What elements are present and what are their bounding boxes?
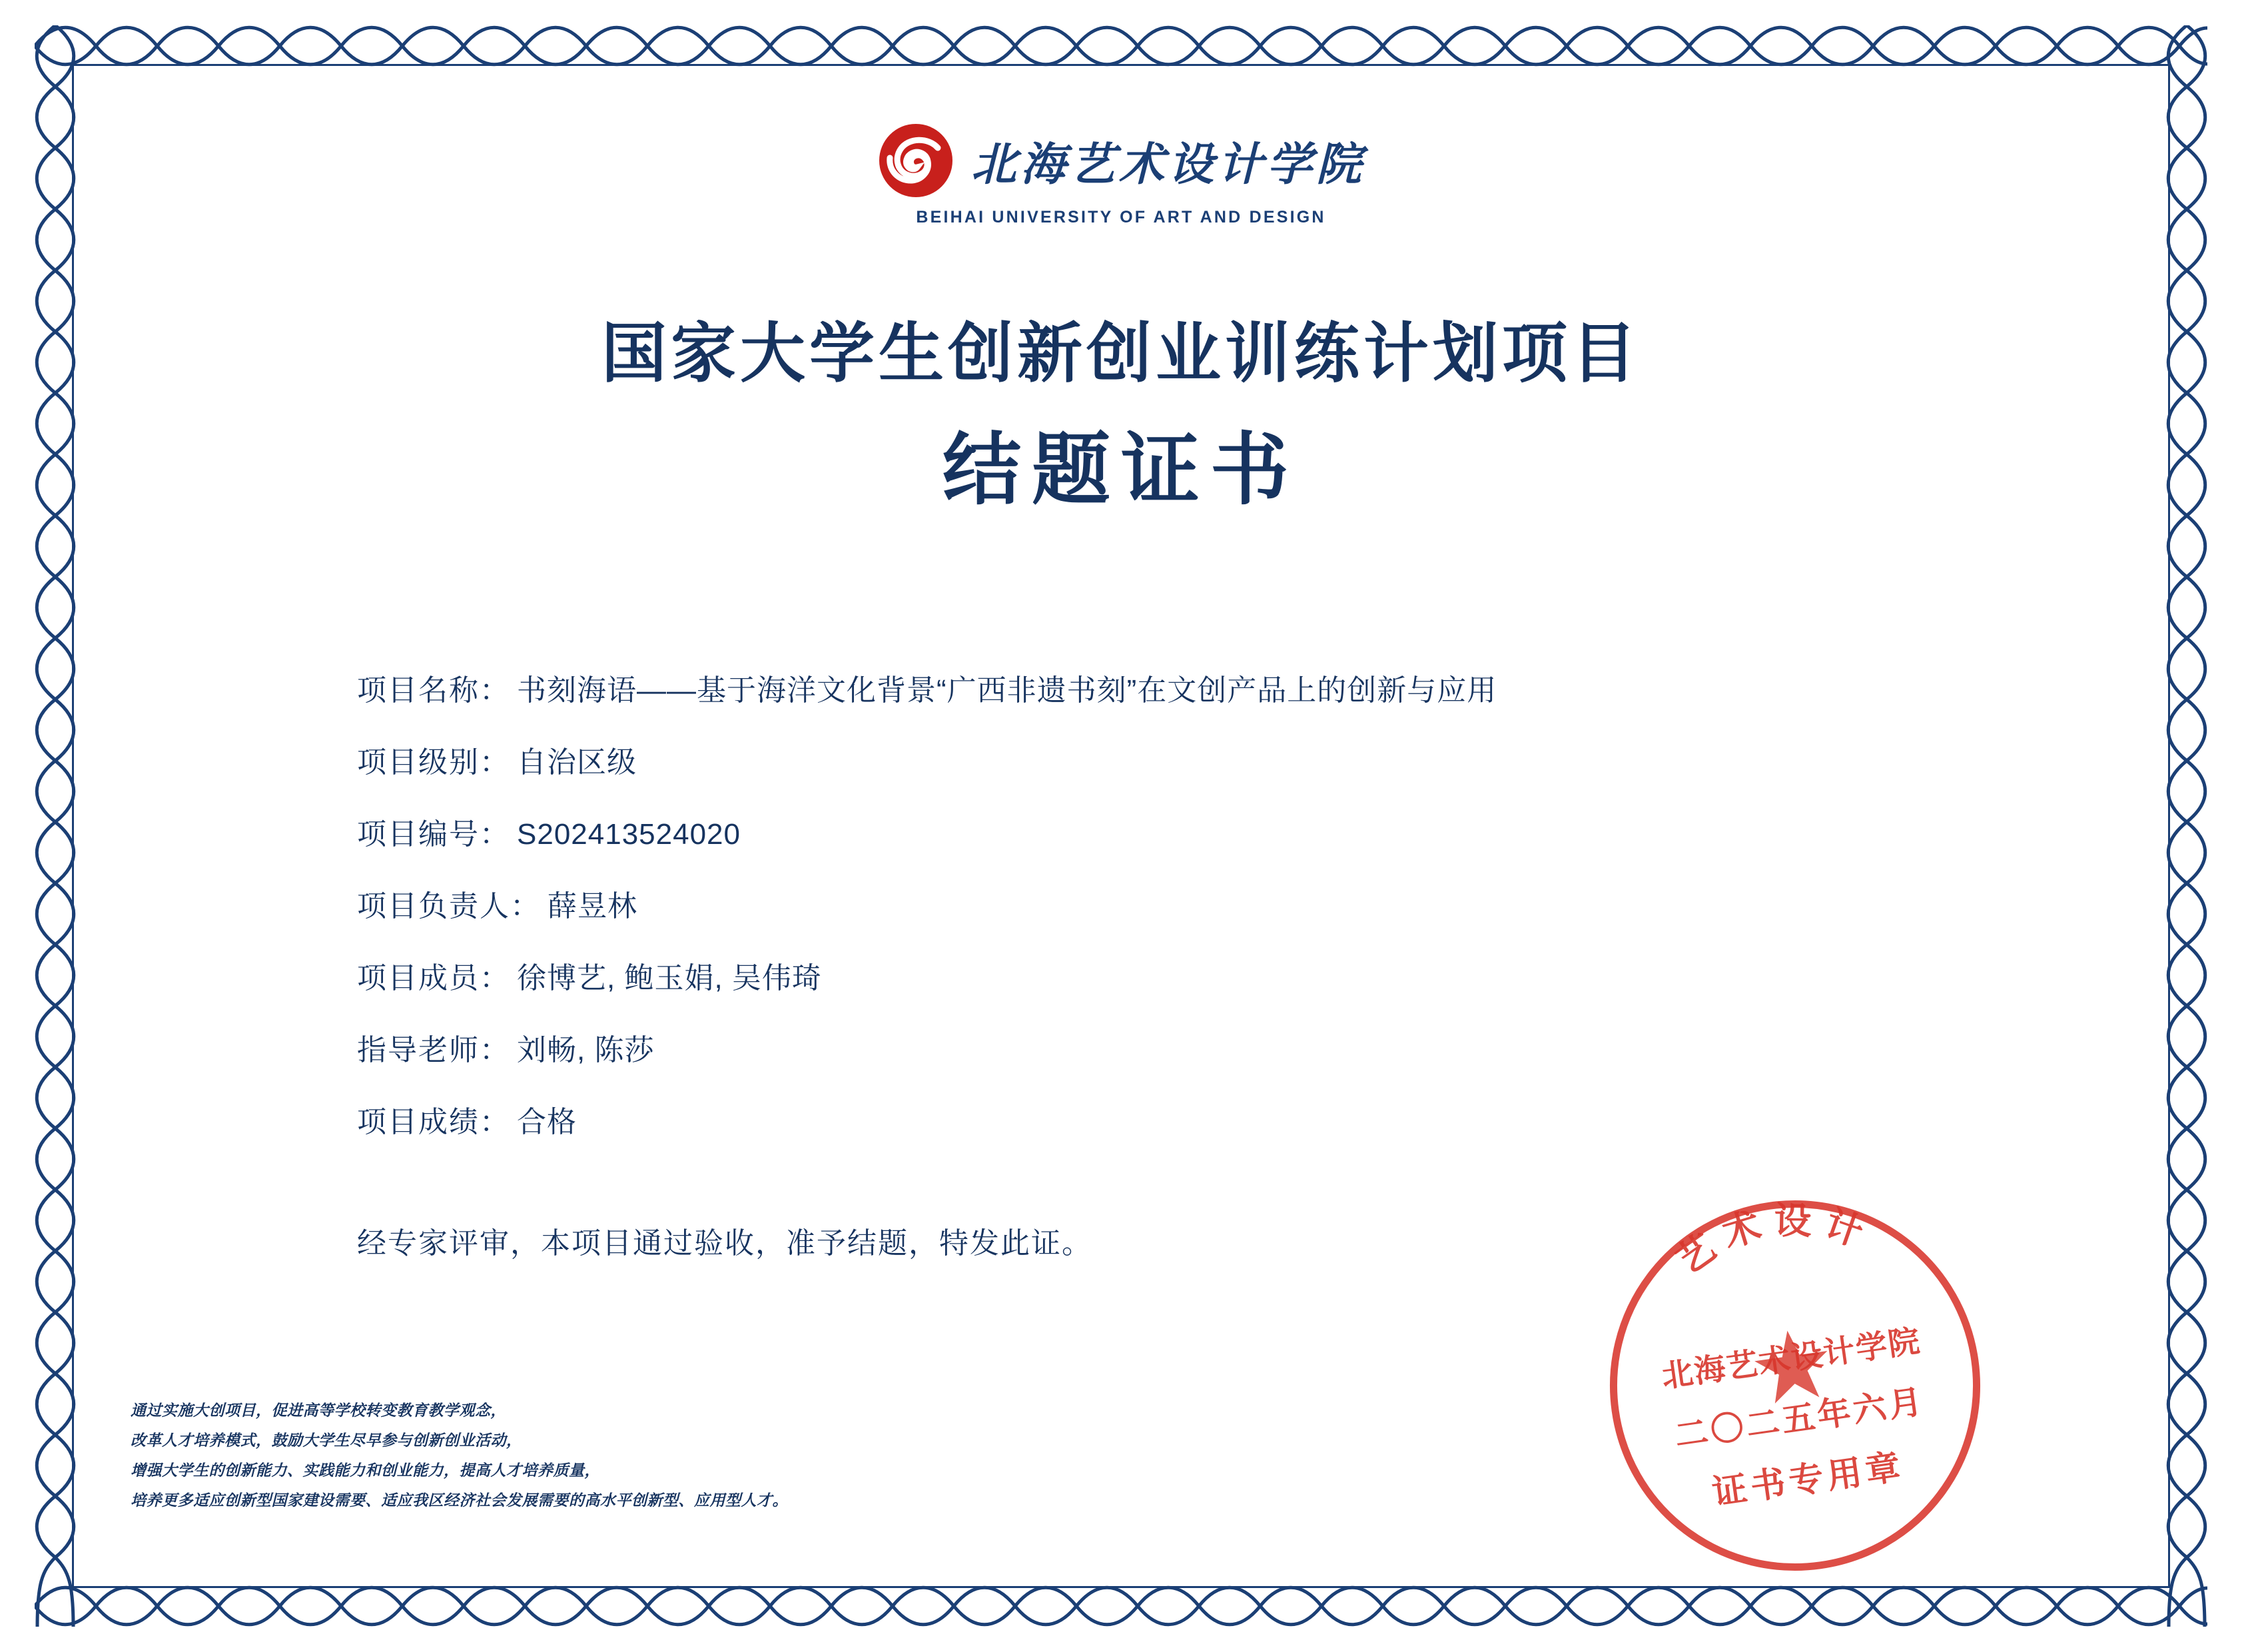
field-advisors bbox=[357, 1026, 2042, 1068]
certificate-title-sub: 结题证书 bbox=[942, 423, 1300, 516]
footnote-line: 改革人才培养模式，鼓励大学生尽早参与创新创业活动， bbox=[131, 1431, 522, 1449]
field-value: 徐博艺, 鲍玉娟, 吴伟琦 bbox=[517, 962, 822, 995]
field-value: 薛昱林 bbox=[548, 890, 637, 923]
field-project-name bbox=[357, 666, 2042, 709]
certificate-statement: 经专家评审，本项目通过验收，准予结题，特发此证。 bbox=[357, 1227, 1092, 1260]
seal-date: 二〇二五年六月 bbox=[1672, 1381, 1928, 1455]
field-value: 合格 bbox=[517, 1106, 577, 1138]
footnote-line: 增强大学生的创新能力、实践能力和创业能力，提高人才培养质量， bbox=[131, 1461, 600, 1479]
field-label: 项目名称： bbox=[357, 674, 510, 707]
rope-border-top bbox=[35, 25, 2207, 67]
field-value: 书刻海语——基于海洋文化背景“广西非遗书刻”在文创产品上的创新与应用 bbox=[517, 674, 1497, 707]
field-label: 项目编号： bbox=[357, 818, 510, 851]
field-label: 指导老师： bbox=[357, 1034, 510, 1066]
spiral-wave-logo-icon bbox=[877, 121, 955, 200]
field-value: 刘畅, 陈莎 bbox=[517, 1034, 655, 1066]
field-project-leader bbox=[357, 882, 2042, 925]
field-project-number bbox=[357, 810, 2042, 853]
logo-chinese-name: 北海艺术设计学院 bbox=[970, 137, 1365, 191]
field-project-members bbox=[357, 954, 2042, 997]
seal-organization: 北海艺术设计学院 bbox=[1659, 1322, 1924, 1396]
field-label: 项目成员： bbox=[357, 962, 510, 995]
svg-text:艺术设计 bbox=[1663, 1184, 1884, 1286]
footnote-line: 培养更多适应创新型国家建设需要、适应我区经济社会发展需要的高水平创新型、应用型人才。 bbox=[131, 1491, 788, 1509]
field-value: S202413524020 bbox=[517, 818, 741, 851]
seal-arc-label: 艺术设计 bbox=[1668, 1198, 1879, 1283]
footnote-block bbox=[131, 1396, 788, 1515]
footnote-line: 通过实施大创项目，促进高等学校转变教育教学观念， bbox=[131, 1402, 506, 1419]
field-label: 项目级别： bbox=[357, 746, 510, 779]
field-project-level bbox=[357, 738, 2042, 781]
official-seal bbox=[1569, 1160, 2021, 1611]
field-label: 项目成绩： bbox=[357, 1106, 510, 1138]
certificate-fields bbox=[357, 666, 2042, 1170]
institution-logo bbox=[0, 121, 2242, 227]
logo-english-name: BEIHAI UNIVERSITY OF ART AND DESIGN bbox=[916, 208, 1326, 226]
rope-border-right bbox=[2166, 25, 2207, 1627]
seal-type: 证书专用章 bbox=[1709, 1446, 1907, 1513]
rope-border-bottom bbox=[35, 1585, 2207, 1627]
rope-border-left bbox=[35, 25, 76, 1627]
field-value: 自治区级 bbox=[517, 746, 637, 779]
field-grade bbox=[357, 1098, 2042, 1140]
certificate-title-main: 国家大学生创新创业训练计划项目 bbox=[601, 315, 1641, 392]
field-label: 项目负责人： bbox=[357, 890, 541, 923]
